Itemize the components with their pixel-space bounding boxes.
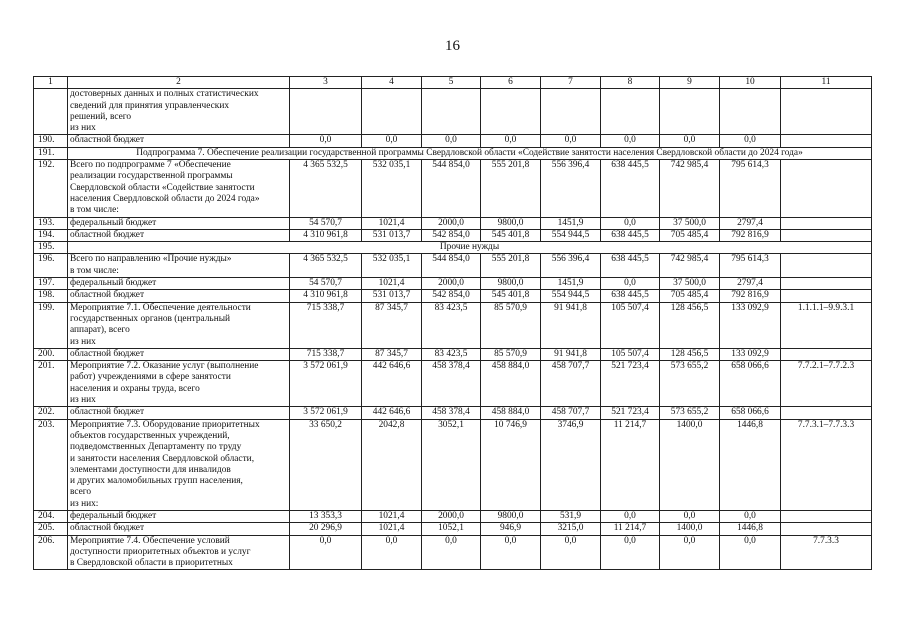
- row-number-cell: 198.: [34, 290, 68, 302]
- value-cell: [362, 89, 422, 135]
- table-row: [34, 290, 872, 302]
- value-cell: 133 092,9: [720, 302, 781, 348]
- value-cell: 458 884,0: [481, 361, 541, 407]
- value-cell: 532 035,1: [362, 254, 422, 278]
- item-name-cell: [68, 278, 290, 290]
- value-cell: 105 507,4: [601, 302, 660, 348]
- item-name-cell: [68, 229, 290, 241]
- item-name-line: реализации государственной программы: [70, 171, 233, 182]
- value-cell: 705 485,4: [660, 290, 720, 302]
- row-number-cell: 205.: [34, 523, 68, 535]
- value-cell: 0,0: [541, 535, 601, 570]
- value-cell: 1451,9: [541, 217, 601, 229]
- item-name-cell: [68, 217, 290, 229]
- value-cell: 11 214,7: [601, 419, 660, 510]
- value-cell: 638 445,5: [601, 160, 660, 217]
- value-cell: [601, 89, 660, 135]
- section-row: [34, 147, 872, 159]
- target-code-cell: [781, 348, 872, 360]
- value-cell: 3746,9: [541, 419, 601, 510]
- item-name-line: работ) учреждениями в сфере занятости: [70, 372, 231, 383]
- value-cell: 458 378,4: [422, 361, 481, 407]
- value-cell: 0,0: [601, 135, 660, 147]
- value-cell: 0,0: [660, 135, 720, 147]
- value-cell: 715 338,7: [290, 302, 362, 348]
- value-cell: [720, 89, 781, 135]
- value-cell: 4 365 532,5: [290, 160, 362, 217]
- item-name-line: федеральный бюджет: [70, 217, 157, 228]
- value-cell: 1052,1: [422, 523, 481, 535]
- item-name-line: Всего по подпрограмме 7 «Обеспечение: [70, 160, 231, 171]
- header-cell: 4: [362, 77, 422, 89]
- value-cell: 0,0: [362, 535, 422, 570]
- item-name-line: из них: [70, 395, 96, 406]
- item-name-line: достоверных данных и полных статистических: [70, 89, 259, 100]
- target-code-cell: [781, 407, 872, 419]
- item-name-line: из них:: [70, 498, 99, 509]
- target-code-cell: 7.7.2.1–7.7.2.3: [781, 361, 872, 407]
- value-cell: 554 944,5: [541, 290, 601, 302]
- value-cell: 742 985,4: [660, 254, 720, 278]
- item-name-line: решений, всего: [70, 111, 132, 122]
- value-cell: 458 707,7: [541, 407, 601, 419]
- target-code-cell: [781, 217, 872, 229]
- item-name-cell: [68, 348, 290, 360]
- value-cell: 105 507,4: [601, 348, 660, 360]
- value-cell: 458 378,4: [422, 407, 481, 419]
- value-cell: 458 884,0: [481, 407, 541, 419]
- header-cell: 6: [481, 77, 541, 89]
- table-header-row: [34, 77, 872, 89]
- value-cell: 658 066,6: [720, 407, 781, 419]
- budget-table: [33, 76, 872, 570]
- value-cell: 0,0: [660, 510, 720, 522]
- row-number-cell: 202.: [34, 407, 68, 419]
- value-cell: 0,0: [290, 535, 362, 570]
- value-cell: 795 614,3: [720, 160, 781, 217]
- value-cell: 638 445,5: [601, 254, 660, 278]
- item-name-line: и занятости населения Свердловской области,: [70, 453, 255, 464]
- table-row: [34, 302, 872, 348]
- value-cell: 2000,0: [422, 510, 481, 522]
- header-cell: 3: [290, 77, 362, 89]
- value-cell: 0,0: [481, 135, 541, 147]
- value-cell: 3 572 061,9: [290, 361, 362, 407]
- item-name-line: в том числе:: [70, 205, 119, 216]
- value-cell: 1021,4: [362, 523, 422, 535]
- value-cell: 9800,0: [481, 278, 541, 290]
- row-number-cell: 191.: [34, 147, 68, 159]
- value-cell: 532 035,1: [362, 160, 422, 217]
- target-code-cell: 7.7.3.3: [781, 535, 872, 570]
- item-name-cell: [68, 290, 290, 302]
- value-cell: 128 456,5: [660, 302, 720, 348]
- target-code-cell: [781, 278, 872, 290]
- value-cell: 0,0: [422, 535, 481, 570]
- item-name-line: областной бюджет: [70, 135, 145, 146]
- table-row: [34, 407, 872, 419]
- item-name-cell: [68, 407, 290, 419]
- item-name-line: областной бюджет: [70, 407, 145, 418]
- value-cell: 4 310 961,8: [290, 290, 362, 302]
- item-name-cell: [68, 254, 290, 278]
- value-cell: 0,0: [601, 217, 660, 229]
- header-cell: 11: [781, 77, 872, 89]
- item-name-line: областной бюджет: [70, 229, 145, 240]
- target-code-cell: [781, 160, 872, 217]
- target-code-cell: 1.1.1.1–9.9.3.1: [781, 302, 872, 348]
- value-cell: 542 854,0: [422, 290, 481, 302]
- header-cell: 7: [541, 77, 601, 89]
- row-number-cell: 194.: [34, 229, 68, 241]
- target-code-cell: 7.7.3.1–7.7.3.3: [781, 419, 872, 510]
- row-number-cell: 200.: [34, 348, 68, 360]
- value-cell: 442 646,6: [362, 407, 422, 419]
- value-cell: 555 201,8: [481, 160, 541, 217]
- value-cell: 531 013,7: [362, 229, 422, 241]
- item-name-line: из них: [70, 336, 96, 347]
- value-cell: 9800,0: [481, 510, 541, 522]
- item-name-line: подведомственных Департаменту по труду: [70, 442, 242, 453]
- item-name-cell: [68, 535, 290, 570]
- value-cell: [290, 89, 362, 135]
- value-cell: 556 396,4: [541, 160, 601, 217]
- value-cell: 2042,8: [362, 419, 422, 510]
- value-cell: [541, 89, 601, 135]
- value-cell: 442 646,6: [362, 361, 422, 407]
- value-cell: 1400,0: [660, 419, 720, 510]
- value-cell: 531,9: [541, 510, 601, 522]
- value-cell: 792 816,9: [720, 229, 781, 241]
- value-cell: 1021,4: [362, 278, 422, 290]
- value-cell: 742 985,4: [660, 160, 720, 217]
- value-cell: 37 500,0: [660, 278, 720, 290]
- value-cell: 1021,4: [362, 217, 422, 229]
- value-cell: 0,0: [362, 135, 422, 147]
- value-cell: 544 854,0: [422, 160, 481, 217]
- item-name-line: элементами доступности для инвалидов: [70, 464, 231, 475]
- value-cell: 1446,8: [720, 523, 781, 535]
- item-name-line: объектов государственных учреждений,: [70, 430, 230, 441]
- item-name-line: Мероприятие 7.2. Оказание услуг (выполнение: [70, 361, 259, 372]
- item-name-line: Всего по направлению «Прочие нужды»: [70, 254, 232, 265]
- row-number-cell: 196.: [34, 254, 68, 278]
- item-name-line: из них: [70, 123, 96, 134]
- value-cell: 545 401,8: [481, 290, 541, 302]
- value-cell: 458 707,7: [541, 361, 601, 407]
- value-cell: 0,0: [601, 278, 660, 290]
- table-row: [34, 135, 872, 147]
- value-cell: 20 296,9: [290, 523, 362, 535]
- table-row: [34, 348, 872, 360]
- value-cell: 521 723,4: [601, 407, 660, 419]
- section-title-cell: Прочие нужды: [68, 242, 872, 254]
- value-cell: 554 944,5: [541, 229, 601, 241]
- value-cell: 87 345,7: [362, 348, 422, 360]
- item-name-line: и других маломобильных групп населения,: [70, 476, 243, 487]
- item-name-line: в том числе:: [70, 265, 119, 276]
- table-row: [34, 160, 872, 217]
- value-cell: 85 570,9: [481, 348, 541, 360]
- value-cell: 91 941,8: [541, 302, 601, 348]
- target-code-cell: [781, 229, 872, 241]
- value-cell: 3 572 061,9: [290, 407, 362, 419]
- value-cell: 946,9: [481, 523, 541, 535]
- value-cell: 638 445,5: [601, 290, 660, 302]
- target-code-cell: [781, 89, 872, 135]
- item-name-line: областной бюджет: [70, 348, 145, 359]
- value-cell: 33 650,2: [290, 419, 362, 510]
- item-name-cell: [68, 419, 290, 510]
- value-cell: 85 570,9: [481, 302, 541, 348]
- table-row: [34, 419, 872, 510]
- item-name-line: Мероприятие 7.3. Оборудование приоритетных: [70, 419, 260, 430]
- value-cell: 128 456,5: [660, 348, 720, 360]
- item-name-line: Мероприятие 7.1. Обеспечение деятельности: [70, 302, 251, 313]
- target-code-cell: [781, 523, 872, 535]
- page-number: 16: [445, 38, 460, 54]
- value-cell: 13 353,3: [290, 510, 362, 522]
- value-cell: 11 214,7: [601, 523, 660, 535]
- header-cell: 8: [601, 77, 660, 89]
- item-name-cell: [68, 160, 290, 217]
- row-number-cell: [34, 89, 68, 135]
- item-name-line: Свердловской области «Содействие занятости: [70, 182, 255, 193]
- table-row: [34, 89, 872, 135]
- row-number-cell: 197.: [34, 278, 68, 290]
- target-code-cell: [781, 510, 872, 522]
- value-cell: 542 854,0: [422, 229, 481, 241]
- value-cell: 638 445,5: [601, 229, 660, 241]
- table-row: [34, 535, 872, 570]
- section-row: [34, 242, 872, 254]
- value-cell: 573 655,2: [660, 407, 720, 419]
- row-number-cell: 206.: [34, 535, 68, 570]
- value-cell: 792 816,9: [720, 290, 781, 302]
- value-cell: 83 423,5: [422, 348, 481, 360]
- item-name-line: в Свердловской области в приоритетных: [70, 558, 233, 569]
- table-row: [34, 278, 872, 290]
- value-cell: 0,0: [481, 535, 541, 570]
- value-cell: 83 423,5: [422, 302, 481, 348]
- value-cell: 2797,4: [720, 217, 781, 229]
- value-cell: 3215,0: [541, 523, 601, 535]
- value-cell: 2000,0: [422, 217, 481, 229]
- row-number-cell: 192.: [34, 160, 68, 217]
- item-name-line: федеральный бюджет: [70, 278, 157, 289]
- item-name-line: аппарат), всего: [70, 325, 130, 336]
- item-name-line: государственных органов (центральный: [70, 313, 231, 324]
- value-cell: 1021,4: [362, 510, 422, 522]
- value-cell: 133 092,9: [720, 348, 781, 360]
- header-cell: 1: [34, 77, 68, 89]
- row-number-cell: 201.: [34, 361, 68, 407]
- section-title-cell: Подпрограмма 7. Обеспечение реализации государственной программы Свердловской области «Содействие занятости населения Свердловской области до 2024 года»: [68, 147, 872, 159]
- value-cell: [481, 89, 541, 135]
- item-name-cell: [68, 361, 290, 407]
- item-name-line: доступности приоритетных объектов и услуг: [70, 546, 251, 557]
- value-cell: 555 201,8: [481, 254, 541, 278]
- header-cell: 9: [660, 77, 720, 89]
- row-number-cell: 204.: [34, 510, 68, 522]
- row-number-cell: 195.: [34, 242, 68, 254]
- value-cell: 3052,1: [422, 419, 481, 510]
- value-cell: 531 013,7: [362, 290, 422, 302]
- row-number-cell: 199.: [34, 302, 68, 348]
- row-number-cell: 193.: [34, 217, 68, 229]
- item-name-cell: [68, 89, 290, 135]
- value-cell: 87 345,7: [362, 302, 422, 348]
- value-cell: 0,0: [601, 510, 660, 522]
- value-cell: 705 485,4: [660, 229, 720, 241]
- header-cell: 5: [422, 77, 481, 89]
- value-cell: 2000,0: [422, 278, 481, 290]
- row-number-cell: 203.: [34, 419, 68, 510]
- table-row: [34, 217, 872, 229]
- target-code-cell: [781, 135, 872, 147]
- value-cell: 0,0: [422, 135, 481, 147]
- header-cell: 10: [720, 77, 781, 89]
- value-cell: 658 066,6: [720, 361, 781, 407]
- item-name-cell: [68, 510, 290, 522]
- table-row: [34, 523, 872, 535]
- value-cell: 0,0: [660, 535, 720, 570]
- target-code-cell: [781, 254, 872, 278]
- header-cell: 2: [68, 77, 290, 89]
- value-cell: 0,0: [720, 510, 781, 522]
- item-name-line: населения и охраны труда, всего: [70, 383, 200, 394]
- item-name-cell: [68, 135, 290, 147]
- item-name-line: Мероприятие 7.4. Обеспечение условий: [70, 535, 230, 546]
- value-cell: 715 338,7: [290, 348, 362, 360]
- item-name-line: федеральный бюджет: [70, 510, 157, 521]
- value-cell: 0,0: [720, 535, 781, 570]
- value-cell: 54 570,7: [290, 217, 362, 229]
- value-cell: [422, 89, 481, 135]
- value-cell: 4 310 961,8: [290, 229, 362, 241]
- table-row: [34, 254, 872, 278]
- value-cell: 4 365 532,5: [290, 254, 362, 278]
- item-name-line: областной бюджет: [70, 290, 145, 301]
- item-name-line: сведений для принятия управленческих: [70, 100, 230, 111]
- row-number-cell: 190.: [34, 135, 68, 147]
- value-cell: 9800,0: [481, 217, 541, 229]
- value-cell: 0,0: [601, 535, 660, 570]
- value-cell: 544 854,0: [422, 254, 481, 278]
- table-row: [34, 229, 872, 241]
- value-cell: 0,0: [290, 135, 362, 147]
- value-cell: 556 396,4: [541, 254, 601, 278]
- value-cell: 1446,8: [720, 419, 781, 510]
- item-name-line: областной бюджет: [70, 523, 145, 534]
- target-code-cell: [781, 290, 872, 302]
- value-cell: [660, 89, 720, 135]
- value-cell: 2797,4: [720, 278, 781, 290]
- item-name-line: населения Свердловской области до 2024 года»: [70, 193, 260, 204]
- value-cell: 795 614,3: [720, 254, 781, 278]
- value-cell: 0,0: [720, 135, 781, 147]
- table-body: [34, 89, 872, 570]
- value-cell: 545 401,8: [481, 229, 541, 241]
- value-cell: 10 746,9: [481, 419, 541, 510]
- value-cell: 91 941,8: [541, 348, 601, 360]
- item-name-cell: [68, 302, 290, 348]
- item-name-line: всего: [70, 487, 92, 498]
- value-cell: 521 723,4: [601, 361, 660, 407]
- value-cell: 37 500,0: [660, 217, 720, 229]
- table-row: [34, 510, 872, 522]
- value-cell: 1451,9: [541, 278, 601, 290]
- value-cell: 54 570,7: [290, 278, 362, 290]
- value-cell: 0,0: [541, 135, 601, 147]
- table-row: [34, 361, 872, 407]
- value-cell: 573 655,2: [660, 361, 720, 407]
- item-name-cell: [68, 523, 290, 535]
- value-cell: 1400,0: [660, 523, 720, 535]
